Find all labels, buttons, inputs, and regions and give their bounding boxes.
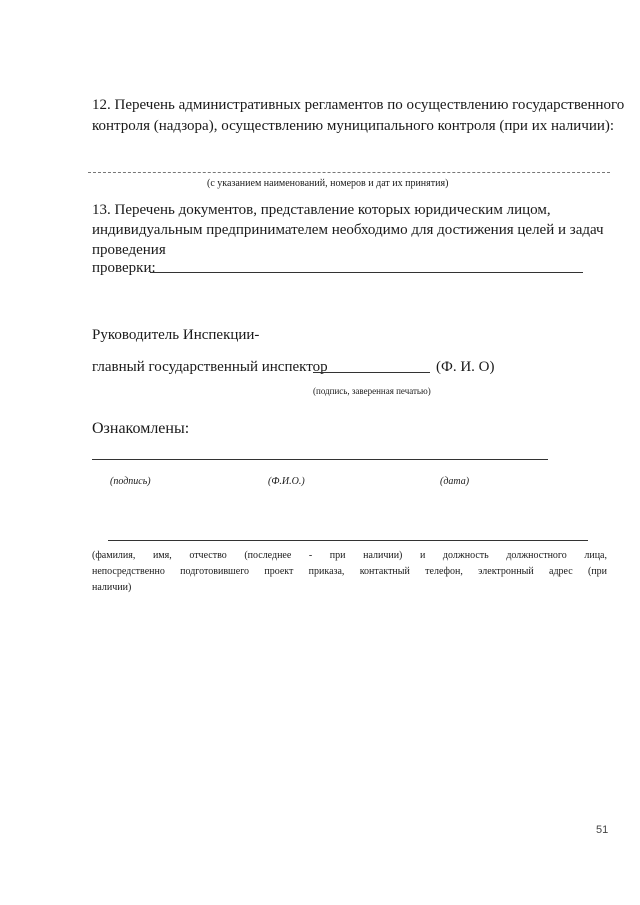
section-12-line-2: контроля (надзора), осуществлению муниципального контроля (при их наличии): — [92, 118, 615, 134]
section-12-caption: (с указанием наименований, номеров и дат их принятия) — [207, 178, 449, 189]
signature-line — [313, 372, 430, 373]
preparer-note-line-2: непосредственно подготовившего проект приказа, контактный телефон, электронный адрес (при — [92, 566, 607, 577]
section-13-fill-line — [150, 272, 583, 273]
acknowledged-fio-caption: (Ф.И.О.) — [268, 476, 305, 487]
signer-title-line-1: Руководитель Инспекции- — [92, 327, 260, 343]
preparer-line — [108, 540, 588, 541]
signature-caption: (подпись, заверенная печатью) — [313, 386, 431, 396]
acknowledged-date-caption: (дата) — [440, 476, 470, 487]
section-13-line-2: индивидуальным предпринимателем необходимо для достижения целей и задач — [92, 222, 604, 238]
acknowledged-label: Ознакомлены: — [92, 420, 190, 437]
section-12-fill-line — [88, 172, 610, 173]
section-13-line-3: проведения — [92, 242, 166, 258]
preparer-note-line-3: наличии) — [92, 582, 132, 593]
acknowledged-sign-caption: (подпись) — [110, 476, 151, 487]
section-13-line-1: 13. Перечень документов, представление которых юридическим лицом, — [92, 202, 551, 218]
page-number: 51 — [596, 824, 609, 836]
signer-fio: (Ф. И. О) — [436, 359, 495, 375]
section-12-line-1: 12. Перечень административных регламентов по осуществлению государственного — [92, 97, 625, 113]
section-13-line-4: проверки: — [92, 260, 156, 276]
preparer-note-line-1: (фамилия, имя, отчество (последнее - при наличии) и должность должностного лица, — [92, 550, 607, 561]
acknowledged-line — [92, 459, 548, 460]
signer-title-line-2: главный государственный инспектор — [92, 359, 328, 375]
